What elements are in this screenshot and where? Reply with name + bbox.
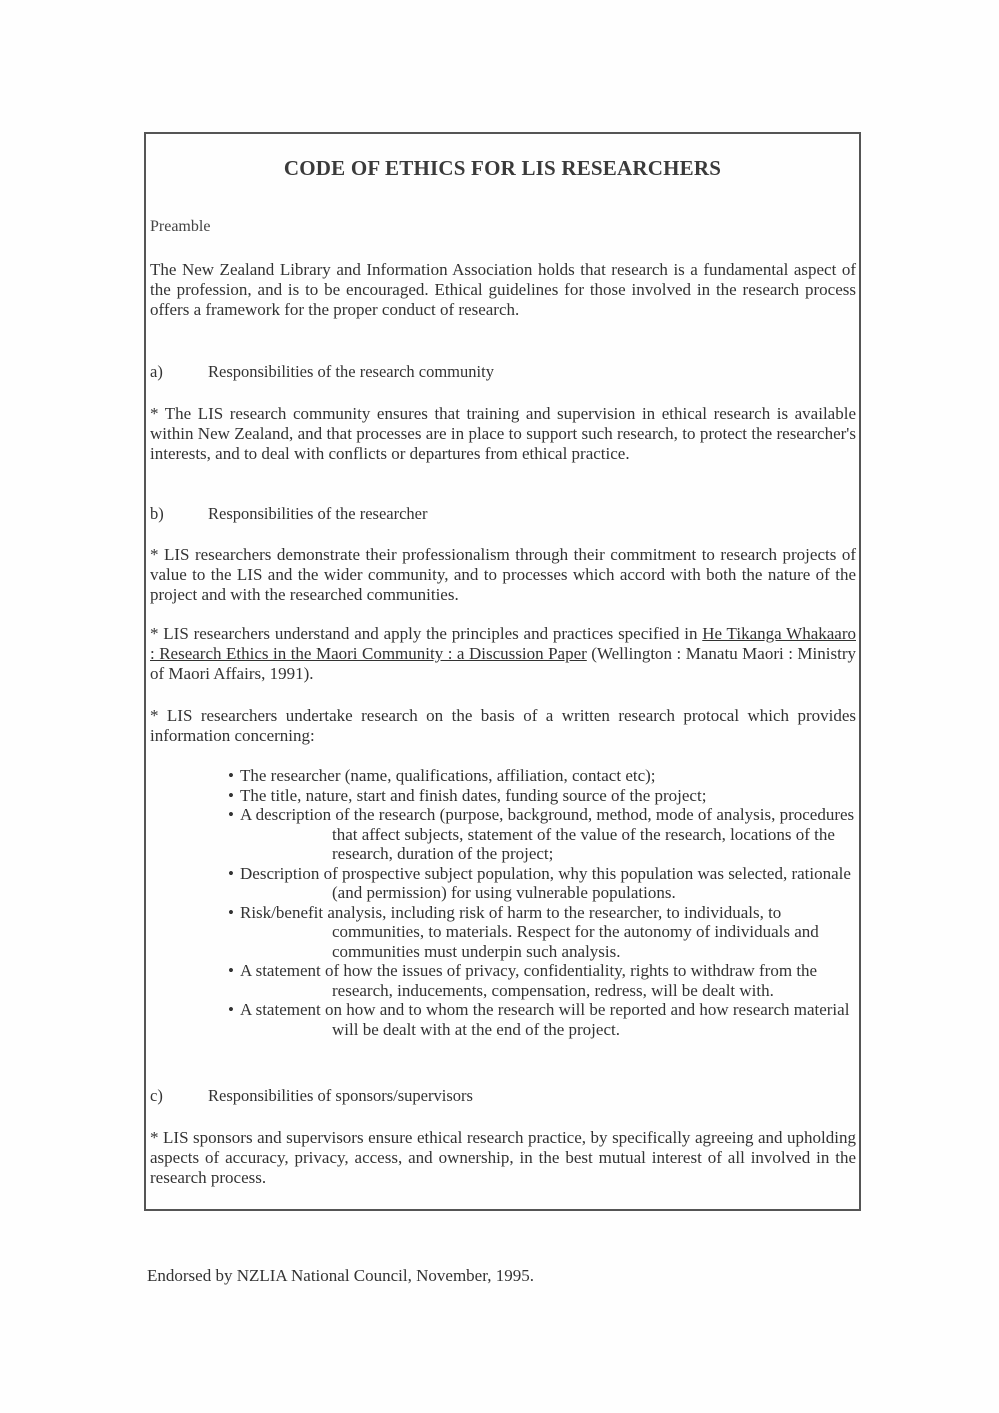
bullet-item: • Description of prospective subject population, why this population was selected, rationale (and permission) for using vulnerable populations. — [228, 863, 851, 902]
section-a-paragraph: * The LIS research community ensures that training and supervision in ethical research is available within New Zealand, and that processes are in place to support such research, to protect the researcher's interests, and to deal with conflicts or departures from ethical practice. — [150, 404, 856, 463]
section-b-paragraph-2 — [150, 624, 856, 684]
section-b-paragraph-2-prefix: * LIS researchers understand and apply the principles and practices specified in — [150, 624, 703, 643]
section-b-paragraph-2-suffix: (Wellington : Manatu Maori : Ministry of Maori Affairs, 1991). — [150, 644, 856, 683]
bullet-icon: • — [228, 785, 234, 805]
bullet-icon: • — [228, 961, 234, 980]
bullet-icon: • — [228, 805, 234, 824]
section-b-paragraph-3: * LIS researchers undertake research on the basis of a written research protocal which provides information concerning: — [150, 706, 856, 745]
bullet-item: • The title, nature, start and finish dates, funding source of the project; — [228, 785, 707, 805]
section-b-letter: b) — [150, 504, 164, 523]
section-a-title: Responsibilities of the research community — [208, 362, 494, 381]
endorsement-note: Endorsed by NZLIA National Council, November, 1995. — [147, 1266, 534, 1285]
protocol-bullet-list — [216, 766, 862, 1039]
bullet-icon: • — [228, 863, 234, 883]
section-c-letter: c) — [150, 1086, 163, 1105]
bullet-icon: • — [228, 1000, 234, 1019]
section-b-paragraph-1: * LIS researchers demonstrate their professionalism through their commitment to research projects of value to the LIS and the wider community, and to processes which accord with both the nature of the project and with the researched communities. — [150, 545, 856, 604]
code-of-ethics-box — [144, 132, 861, 1211]
bullet-item: • A statement of how the issues of privacy, confidentiality, rights to withdraw from the research, inducements, compensation, redress, will be dealt with. — [228, 961, 818, 1000]
section-a-letter: a) — [150, 362, 163, 381]
bullet-item: • A statement on how and to whom the research will be reported and how research material will be dealt with at the end of the project. — [228, 1000, 850, 1039]
bullet-item: • The researcher (name, qualifications, affiliation, contact etc); — [228, 766, 656, 785]
section-b-heading — [150, 504, 427, 524]
bullet-icon: • — [228, 902, 234, 922]
preamble-paragraph: The New Zealand Library and Information Association holds that research is a fundamental aspect of the profession, and is to be encouraged. Ethical guidelines for those involved in the research process offers a framework for the proper conduct of research. — [150, 260, 856, 319]
section-c-paragraph: * LIS sponsors and supervisors ensure ethical research practice, by specifically agreeing and upholding aspects of accuracy, privacy, access, and ownership, in the best mutual interest of all involved in the research process. — [150, 1128, 856, 1187]
bullet-item: • A description of the research (purpose, background, method, mode of analysis, procedures that affect subjects, statement of the value of the research, locations of the research, duration of the project; — [228, 805, 855, 863]
bullet-item: • Risk/benefit analysis, including risk of harm to the researcher, to individuals, to communities, to materials. Respect for the autonomy of individuals and communities must underpin such analysis. — [228, 902, 819, 961]
section-c-title: Responsibilities of sponsors/supervisors — [208, 1086, 473, 1105]
section-b-title: Responsibilities of the researcher — [208, 504, 428, 523]
reference-he-tikanga-whakaaro: He Tikanga Whakaaro : Research Ethics in the Maori Community : a Discussion Paper — [150, 624, 856, 663]
preamble-label: Preamble — [150, 218, 211, 235]
section-c-heading — [150, 1086, 473, 1106]
bullet-icon: • — [228, 766, 234, 785]
document-title: CODE OF ETHICS FOR LIS RESEARCHERS — [283, 156, 722, 180]
section-a-heading — [150, 362, 494, 382]
